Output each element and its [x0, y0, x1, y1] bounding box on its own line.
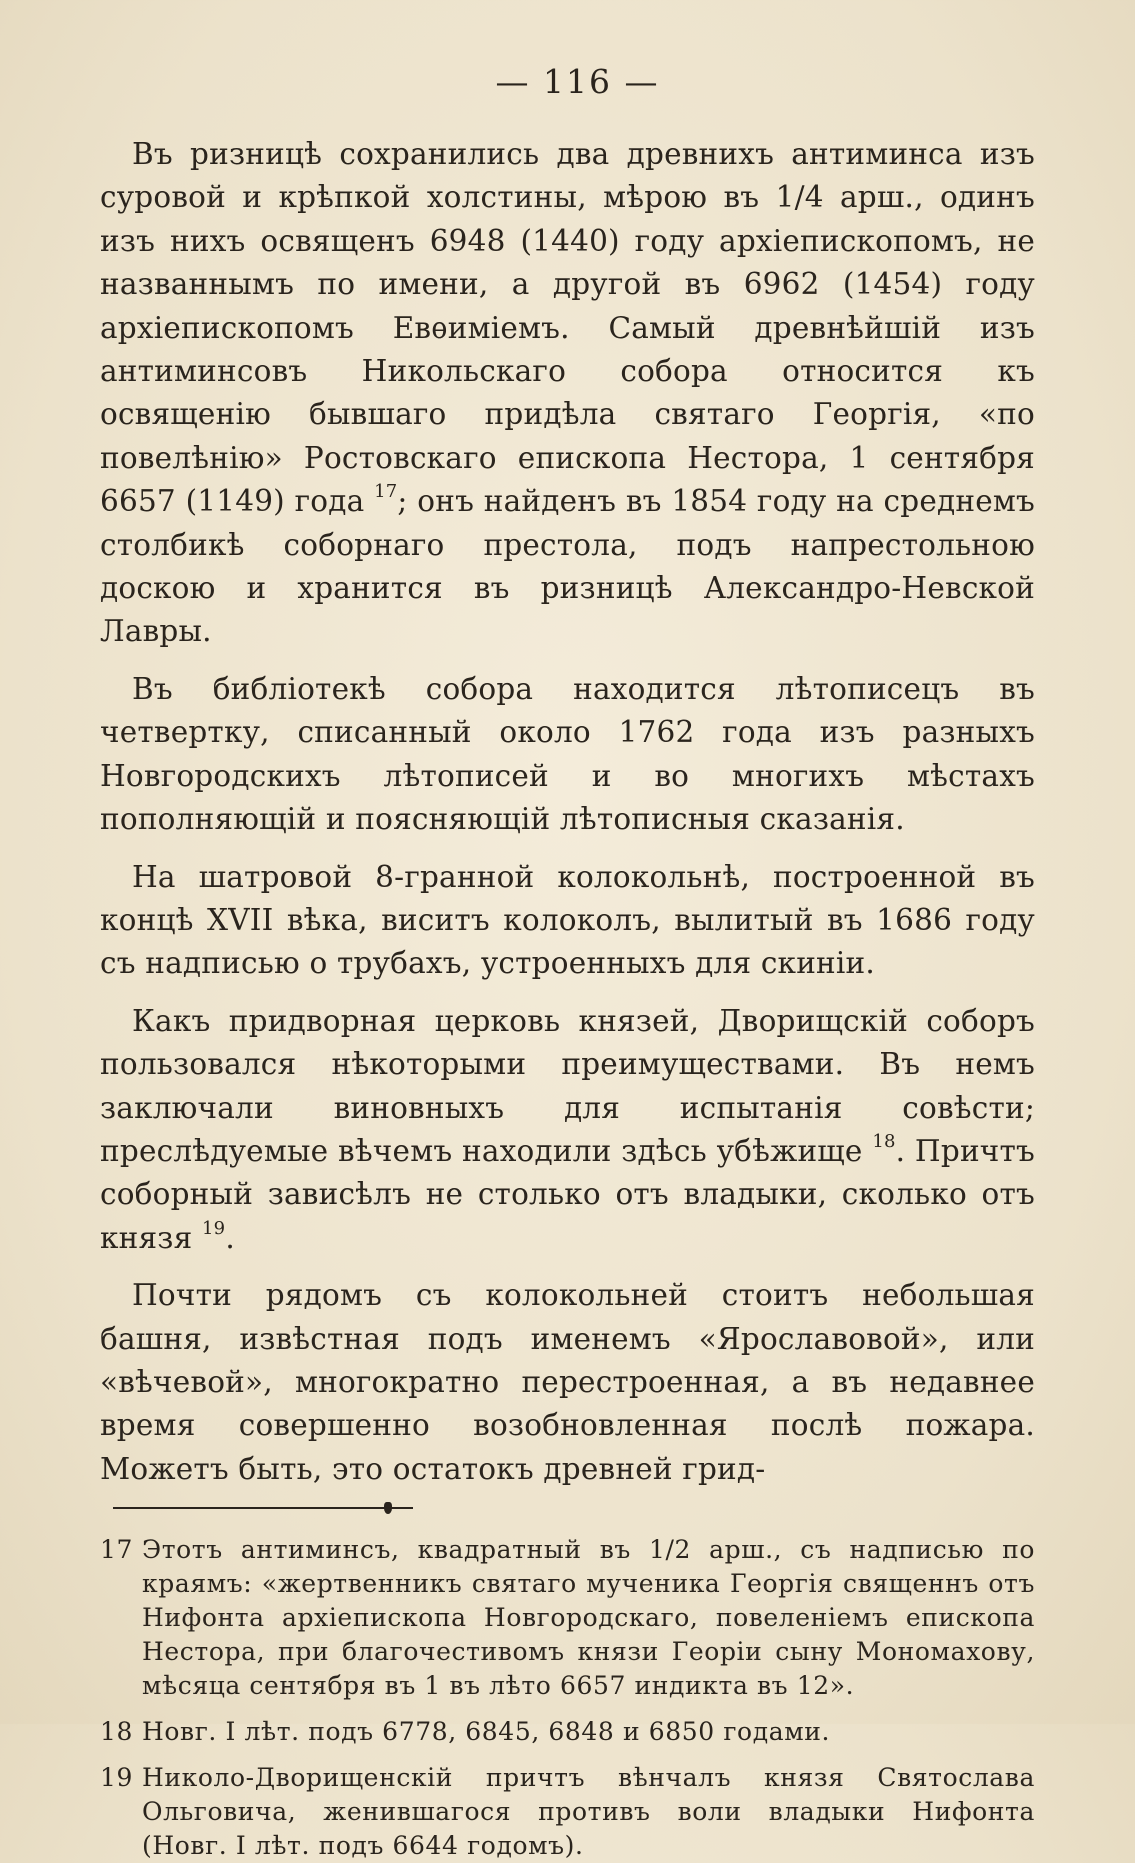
footnote-ref-17[interactable]: 17 [374, 481, 398, 503]
footnote-number: 19 [100, 1763, 134, 1793]
footnote-number: 18 [100, 1717, 134, 1747]
fraction-quarter: 1/4 [775, 180, 824, 215]
footnote-ref-18[interactable]: 18 [872, 1130, 896, 1152]
footnote-19 [100, 1761, 1035, 1863]
footnotes [100, 1533, 1035, 1863]
footnote-text: Николо-Дворищенскій причтъ вѣнчалъ князя Святослава Ольговича, женившагося противъ воли владыки Нифонта (Новг. I лѣт. подъ 6644 годомъ). [142, 1763, 1035, 1861]
paragraph-5: Почти рядомъ съ колокольней стоитъ небольшая башня, извѣстная подъ именемъ «Ярославовой», или «вѣчевой», многократно перестроенная, а въ недавнее время совершенно возобновленная послѣ пожара. Можетъ быть, это остатокъ древней грид- [100, 1278, 1035, 1486]
paragraph-3: На шатровой 8-гранной колокольнѣ, построенной въ концѣ XVII вѣка, виситъ колоколъ, вылитый въ 1686 году съ надписью о трубахъ, устроенныхъ для скиніи. [100, 859, 1035, 981]
footnote-number: 17 [100, 1535, 134, 1565]
footnote-17 [100, 1533, 1035, 1703]
paragraph-4: Какъ придворная церковь князей, Дворищскій соборъ пользовался нѣкоторыми преимуществами. Въ немъ заключали виновныхъ для испытанія совѣсти; преслѣдуемые вѣчемъ находили здѣсь убѣжище $^{18}$. Причтъ соборный зависѣлъ не столько отъ владыки, сколько отъ князя $^{19}$. [100, 1003, 1035, 1255]
footnote-ref-19[interactable]: 19 [202, 1217, 226, 1239]
footnote-text: Новг. I лѣт. подъ 6778, 6845, 6848 и 6850 годами. [142, 1717, 831, 1747]
paragraph-1: Въ ризницѣ сохранились два древнихъ антиминса изъ суровой и крѣпкой холстины, мѣрою въ 1/4 арш., одинъ изъ нихъ освященъ 6948 (1440) году архіепископомъ, не названнымъ по имени, а другой въ 6962 (1454) году архіепископомъ Евѳиміемъ. Самый древнѣйшій изъ антиминсовъ Никольскаго собора относится къ освященію бывшаго придѣла святаго Георгія, «по повелѣнію» Ростовскаго епископа Нестора, 1 сентября 6657 (1149) года $^{17}$; онъ найденъ въ 1854 году на среднемъ столбикѣ соборнаго престола, подъ напрестольною доскою и хранится въ ризницѣ Александро-Невской Лавры. [100, 137, 1036, 649]
footnote-18 [100, 1715, 1035, 1749]
main-text [100, 133, 1035, 1491]
separator-ornament-icon [384, 1502, 392, 1514]
footnote-separator [113, 1507, 413, 1509]
paragraph-2: Въ библіотекѣ собора находится лѣтописецъ въ четвертку, списанный около 1762 года изъ разныхъ Новгородскихъ лѣтописей и во многихъ мѣстахъ пополняющій и поясняющій лѣтописныя сказанія. [100, 671, 1035, 837]
footnote-text: Этотъ антиминсъ, квадратный въ 1/2 арш., съ надписью по краямъ: «жертвенникъ святаго мученика Георгія священнъ отъ Нифонта архіепископа Новгородскаго, повеленіемъ епископа Нестора, при благочестивомъ князи Геоpіи сыну Мономахову, мѣсяца сентября въ 1 въ лѣто 6657 индикта въ 12». [142, 1535, 1035, 1701]
page-number: — 116 — [495, 62, 660, 101]
fraction-half: 1/2 [649, 1535, 692, 1565]
